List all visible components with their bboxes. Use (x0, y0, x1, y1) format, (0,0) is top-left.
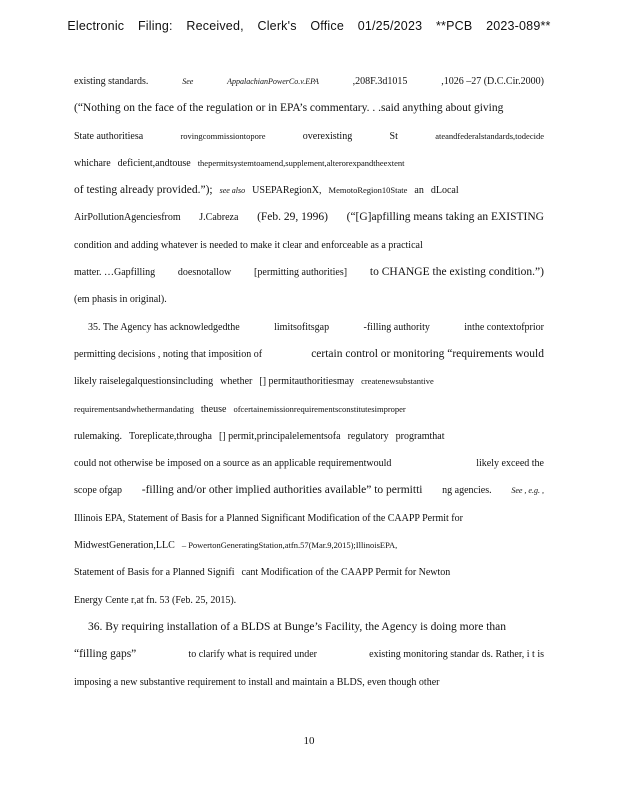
text-segment: See (182, 77, 194, 86)
text-segment: could not otherwise be imposed on a source as an applicable requirementwould (74, 458, 392, 470)
text-segment: an (414, 185, 424, 197)
text-segment: condition and adding whatever is needed to make it clear and enforceable as a practical (74, 239, 423, 251)
text-segment: Toreplicate,througha (129, 430, 212, 442)
text-line (74, 396, 544, 423)
text-segment: See , e.g. , (511, 486, 544, 496)
header-part: Clerk's (257, 19, 297, 33)
text-line (74, 614, 544, 641)
text-segment: ateandfederalstandards,todecide (435, 130, 544, 141)
header-part: Received, (186, 19, 244, 33)
document-body (74, 68, 544, 696)
text-segment: 35. The Agency has acknowledgedthe (88, 321, 240, 333)
header-part: Electronic (67, 19, 125, 33)
text-segment: ,1026 –27 (D.C.Cir.2000) (441, 76, 544, 87)
text-segment: – PowertonGeneratingStation,atfn.57(Mar.9,2015);IllinoisEPA, (181, 540, 398, 551)
text-segment: rulemaking. (74, 430, 123, 442)
text-segment: [] permit,principalelementsofa (218, 430, 341, 442)
text-line (74, 314, 544, 341)
text-segment: J.Cabreza (199, 212, 239, 224)
text-line (74, 450, 544, 477)
text-segment: AirPollutionAgenciesfrom (74, 212, 181, 224)
text-line (74, 204, 544, 231)
text-line (74, 641, 544, 668)
text-line (74, 532, 544, 559)
text-segment: to CHANGE the existing condition.”) (369, 266, 544, 279)
text-segment: to clarify what is required under (188, 649, 317, 661)
text-segment: existing standards. (74, 76, 149, 87)
text-segment: St (389, 130, 398, 142)
text-line (74, 259, 544, 286)
text-segment: rovingcommissiontopore (180, 130, 266, 141)
text-segment: ,208F.3d1015 (352, 76, 408, 87)
text-segment: imposing a new substantive requirement to install and maintain a BLDS, even though other (74, 676, 440, 688)
text-segment: of testing already provided.”); (74, 184, 213, 197)
text-segment: requirementsandwhethermandating (74, 403, 194, 414)
text-segment: likely raiselegalquestionsincluding (74, 376, 214, 388)
text-segment: permitting decisions , noting that imposition of (74, 348, 263, 360)
text-segment: thepermitsystemtoamend,supplement,alterorexpandtheextent (197, 157, 405, 168)
text-segment: likely exceed the (476, 458, 544, 470)
text-segment: State authoritiesa (74, 130, 144, 142)
text-line (74, 177, 544, 204)
text-segment: MidwestGeneration,LLC (74, 540, 175, 552)
header-part: Filing: (137, 19, 173, 33)
text-segment: [] permitauthoritiesmay (259, 376, 355, 388)
text-segment: (“[G]apfilling means taking an EXISTING (346, 211, 544, 224)
text-line (74, 368, 544, 395)
text-segment: inthe contextofprior (464, 321, 544, 333)
text-segment: [permitting authorities] (254, 267, 348, 279)
text-segment: whether (220, 376, 253, 388)
text-line (74, 232, 544, 259)
text-line (74, 95, 544, 122)
text-line (74, 341, 544, 368)
page-number: 10 (303, 735, 315, 747)
text-segment: ng agencies. (442, 485, 492, 497)
text-segment: see also (219, 186, 246, 196)
header-part: **PCB (435, 19, 473, 33)
text-segment: ofcertainemissionrequirementsconstitutesimproper (233, 403, 406, 414)
text-line (74, 587, 544, 614)
text-segment: whichare (74, 157, 111, 169)
text-segment: dLocal (430, 185, 459, 197)
text-segment: Illinois EPA, Statement of Basis for a Planned Significant Modification of the CAAPP Permit for (74, 512, 463, 524)
text-segment: USEPARegionX, (252, 185, 322, 197)
text-segment: matter. …Gapfilling (74, 267, 156, 279)
filing-header (0, 19, 618, 33)
text-segment: doesnotallow (177, 267, 232, 279)
text-segment: overexisting (302, 130, 353, 142)
text-segment: MemotoRegion10State (328, 185, 408, 196)
text-segment: Statement of Basis for a Planned Signifi (74, 567, 235, 579)
text-segment: theuse (200, 403, 227, 415)
text-line (74, 286, 544, 313)
text-line (74, 477, 544, 504)
header-part: Office (310, 19, 344, 33)
text-line (74, 123, 544, 150)
text-segment: programthat (395, 430, 445, 442)
header-part: 01/25/2023 (357, 19, 423, 33)
text-line (74, 669, 544, 696)
text-segment: “filling gaps” (74, 648, 137, 661)
text-line (74, 150, 544, 177)
text-segment: createnewsubstantive (361, 376, 434, 387)
text-segment: regulatory (347, 430, 389, 442)
text-segment: (Feb. 29, 1996) (257, 211, 328, 224)
text-segment: -filling and/or other implied authorities available” to permitti (141, 484, 423, 497)
text-line (74, 505, 544, 532)
text-segment: deficient,andtouse (117, 157, 191, 169)
text-segment: scope ofgap (74, 485, 123, 497)
text-segment: 36. By requiring installation of a BLDS at Bunge’s Facility, the Agency is doing more than (88, 620, 506, 633)
text-segment: certain control or monitoring “requirements would (311, 347, 544, 360)
text-line (74, 559, 544, 586)
text-line (74, 68, 544, 95)
text-segment: (“Nothing on the face of the regulation or in EPA’s commentary. . .said anything about giving (74, 102, 504, 115)
text-segment: limitsofitsgap (274, 321, 330, 333)
header-part: 2023-089** (486, 19, 551, 33)
text-line (74, 423, 544, 450)
text-segment: cant Modification of the CAAPP Permit for Newton (241, 567, 451, 579)
text-segment: (em phasis in original). (74, 294, 167, 306)
text-segment: AppalachianPowerCo.v.EPA (227, 77, 319, 86)
text-segment: existing monitoring standar ds. Rather, i t is (369, 649, 544, 661)
text-segment: Energy Cente r,at fn. 53 (Feb. 25, 2015). (74, 594, 237, 606)
text-segment: -filling authority (363, 321, 430, 333)
